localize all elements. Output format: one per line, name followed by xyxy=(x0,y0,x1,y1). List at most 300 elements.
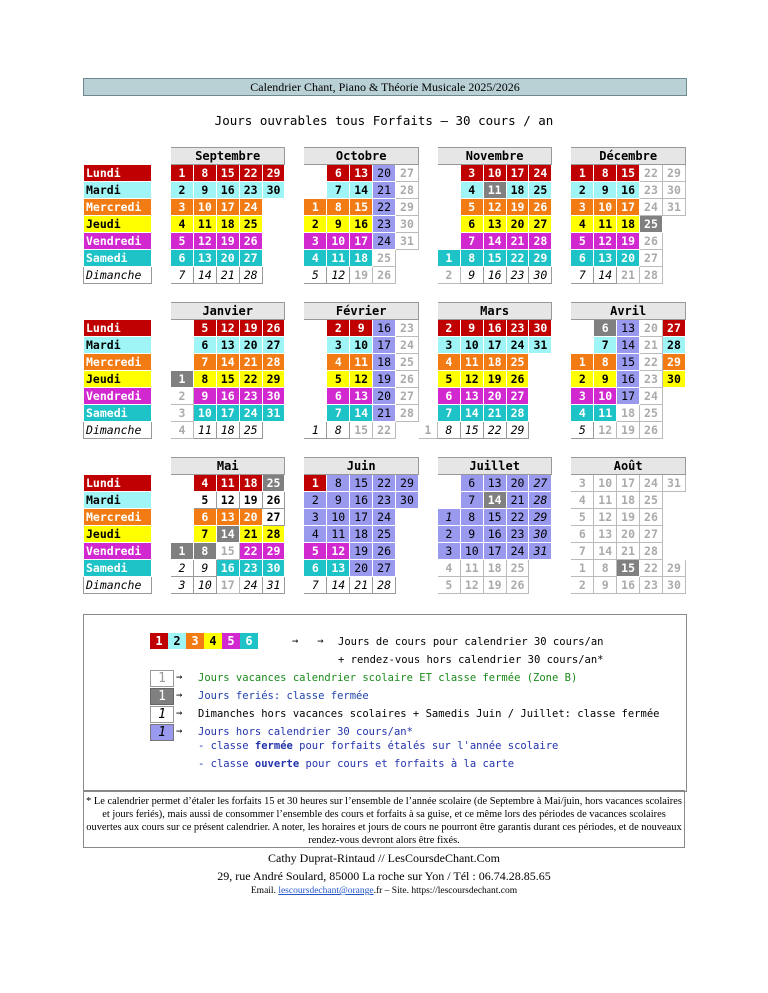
date-cell: 16 xyxy=(350,492,373,509)
legend-item-text: Jours vacances calendrier scolaire ET classe fermée (Zone B) xyxy=(198,672,578,684)
month-spacer xyxy=(152,337,171,354)
date-cell: 22 xyxy=(239,543,262,560)
month-spacer xyxy=(285,233,304,250)
date-cell: 20 xyxy=(239,337,262,354)
month-spacer xyxy=(285,509,304,526)
date-cell: 16 xyxy=(350,216,373,233)
month-spacer xyxy=(285,543,304,560)
month-spacer xyxy=(285,405,304,422)
day-label: Mardi xyxy=(84,337,152,354)
date-cell: 28 xyxy=(506,405,529,422)
date-cell: 17 xyxy=(216,199,239,216)
legend-sub-open: - classe ouverte pour cours et forfaits à la carte xyxy=(198,758,515,770)
date-cell: 12 xyxy=(327,543,350,560)
date-cell: 25 xyxy=(373,250,396,267)
month-spacer xyxy=(418,267,437,284)
date-cell: 7 xyxy=(437,405,460,422)
date-cell: 14 xyxy=(350,182,373,199)
month-spacer xyxy=(418,577,437,594)
month-spacer xyxy=(552,250,571,267)
date-cell: 18 xyxy=(216,216,239,233)
month-spacer xyxy=(285,492,304,509)
date-cell: 29 xyxy=(262,165,285,182)
date-cell: 24 xyxy=(373,233,396,250)
day-label: Dimanche xyxy=(84,422,152,439)
month-spacer xyxy=(285,475,304,492)
date-cell: 7 xyxy=(171,267,194,284)
month-spacer xyxy=(552,354,571,371)
date-cell: 12 xyxy=(594,422,617,439)
date-cell: 21 xyxy=(350,577,373,594)
header-corner xyxy=(84,303,152,320)
date-cell: 25 xyxy=(373,526,396,543)
date-cell: 13 xyxy=(350,388,373,405)
date-cell: 11 xyxy=(594,405,617,422)
date-cell: 18 xyxy=(506,182,529,199)
date-cell: 21 xyxy=(506,492,529,509)
date-cell: 17 xyxy=(506,165,529,182)
month-spacer xyxy=(285,526,304,543)
date-cell xyxy=(529,371,552,388)
date-cell xyxy=(662,492,685,509)
date-cell: 5 xyxy=(171,233,194,250)
date-cell: 8 xyxy=(460,250,483,267)
date-cell: 28 xyxy=(262,354,285,371)
date-cell: 17 xyxy=(617,199,640,216)
month-spacer xyxy=(285,577,304,594)
footer-address: 29, rue André Soulard, 85000 La roche sur Yon / Tél : 06.74.28.85.65 xyxy=(217,869,551,883)
month-spacer xyxy=(152,371,171,388)
calendar-subtitle: Jours ouvrables tous Forfaits – 30 cours / an xyxy=(214,113,554,128)
month-spacer xyxy=(552,405,571,422)
legend-item-arrow: → xyxy=(176,689,183,701)
date-cell: 22 xyxy=(640,560,663,577)
date-cell: 25 xyxy=(506,354,529,371)
month-spacer xyxy=(552,422,571,439)
date-cell: 26 xyxy=(373,543,396,560)
month-spacer xyxy=(552,560,571,577)
date-cell xyxy=(396,267,419,284)
legend-swatch: 2 xyxy=(168,633,186,649)
date-cell: 17 xyxy=(617,475,640,492)
date-cell: 13 xyxy=(193,250,216,267)
date-cell: 31 xyxy=(262,405,285,422)
date-cell: 13 xyxy=(327,560,350,577)
date-cell: 4 xyxy=(193,475,216,492)
date-cell: 21 xyxy=(483,405,506,422)
date-cell: 19 xyxy=(483,577,506,594)
date-cell: 24 xyxy=(373,509,396,526)
date-cell: 5 xyxy=(304,267,327,284)
date-cell: 12 xyxy=(327,267,350,284)
date-cell xyxy=(171,509,194,526)
date-cell: 24 xyxy=(529,165,552,182)
date-cell: 20 xyxy=(483,388,506,405)
month-spacer xyxy=(152,492,171,509)
date-cell: 2 xyxy=(571,371,594,388)
date-cell: 22 xyxy=(239,371,262,388)
date-cell: 10 xyxy=(594,388,617,405)
month-spacer xyxy=(285,371,304,388)
date-cell: 20 xyxy=(350,560,373,577)
date-cell xyxy=(262,233,285,250)
date-cell xyxy=(571,337,594,354)
month-header: Août xyxy=(571,458,686,475)
month-spacer xyxy=(418,492,437,509)
date-cell: 22 xyxy=(373,199,396,216)
date-cell: 23 xyxy=(239,182,262,199)
date-cell xyxy=(437,233,460,250)
day-label: Vendredi xyxy=(84,543,152,560)
date-cell: 29 xyxy=(396,199,419,216)
month-spacer xyxy=(152,526,171,543)
date-cell xyxy=(171,492,194,509)
month-spacer xyxy=(152,233,171,250)
day-label: Dimanche xyxy=(84,267,152,284)
date-cell: 7 xyxy=(327,405,350,422)
date-cell: 2 xyxy=(437,526,460,543)
date-cell: 13 xyxy=(483,475,506,492)
date-cell: 7 xyxy=(193,354,216,371)
date-cell: 10 xyxy=(594,199,617,216)
date-cell xyxy=(418,320,437,337)
date-cell: 30 xyxy=(662,371,685,388)
date-cell: 26 xyxy=(396,371,419,388)
date-cell: 9 xyxy=(350,320,373,337)
month-spacer xyxy=(552,388,571,405)
month-spacer xyxy=(285,267,304,284)
date-cell: 19 xyxy=(617,233,640,250)
date-cell: 19 xyxy=(373,371,396,388)
date-cell: 17 xyxy=(350,233,373,250)
day-label: Mercredi xyxy=(84,509,152,526)
month-spacer xyxy=(285,354,304,371)
date-cell: 22 xyxy=(373,422,396,439)
legend-item-swatch: 1 xyxy=(150,688,174,705)
month-spacer xyxy=(418,303,437,320)
date-cell: 31 xyxy=(396,233,419,250)
date-cell: 15 xyxy=(617,354,640,371)
date-cell: 14 xyxy=(483,233,506,250)
date-cell: 15 xyxy=(350,199,373,216)
date-cell: 20 xyxy=(373,165,396,182)
date-cell: 2 xyxy=(437,267,460,284)
month-spacer xyxy=(152,267,171,284)
date-cell xyxy=(304,165,327,182)
date-cell: 6 xyxy=(437,388,460,405)
date-cell: 17 xyxy=(216,405,239,422)
date-cell: 14 xyxy=(483,492,506,509)
date-cell: 3 xyxy=(171,405,194,422)
date-cell: 5 xyxy=(437,577,460,594)
date-cell: 14 xyxy=(216,526,239,543)
date-cell: 19 xyxy=(216,233,239,250)
date-cell: 13 xyxy=(460,388,483,405)
date-cell: 4 xyxy=(171,216,194,233)
date-cell: 5 xyxy=(460,199,483,216)
month-spacer xyxy=(552,233,571,250)
date-cell: 26 xyxy=(239,233,262,250)
date-cell xyxy=(662,509,685,526)
date-cell: 30 xyxy=(262,560,285,577)
date-cell: 14 xyxy=(594,267,617,284)
date-cell: 31 xyxy=(662,475,685,492)
date-cell: 28 xyxy=(529,492,552,509)
date-cell: 11 xyxy=(193,216,216,233)
date-cell: 18 xyxy=(239,475,262,492)
month-spacer xyxy=(418,509,437,526)
date-cell: 3 xyxy=(171,577,194,594)
date-cell: 6 xyxy=(571,250,594,267)
month-spacer xyxy=(152,148,171,165)
date-cell: 14 xyxy=(460,405,483,422)
date-cell: 11 xyxy=(594,216,617,233)
date-cell: 20 xyxy=(640,320,663,337)
date-cell: 20 xyxy=(506,216,529,233)
date-cell xyxy=(171,354,194,371)
date-cell: 24 xyxy=(640,388,663,405)
date-cell xyxy=(662,267,685,284)
date-cell: 21 xyxy=(216,267,239,284)
date-cell: 3 xyxy=(304,509,327,526)
date-cell: 21 xyxy=(506,233,529,250)
legend-sub-closed: - classe fermée pour forfaits étalés sur l'année scolaire xyxy=(198,740,559,752)
date-cell: 24 xyxy=(239,577,262,594)
legend-item-text: Jours hors calendrier 30 cours/an* xyxy=(198,726,413,738)
date-cell: 8 xyxy=(594,560,617,577)
date-cell: 11 xyxy=(483,182,506,199)
date-cell: 20 xyxy=(617,526,640,543)
date-cell xyxy=(304,354,327,371)
month-spacer xyxy=(418,148,437,165)
date-cell: 27 xyxy=(529,475,552,492)
date-cell: 23 xyxy=(373,492,396,509)
date-cell: 14 xyxy=(327,577,350,594)
date-cell: 10 xyxy=(327,233,350,250)
date-cell: 31 xyxy=(529,337,552,354)
month-spacer xyxy=(152,509,171,526)
day-label: Mercredi xyxy=(84,199,152,216)
month-spacer xyxy=(152,458,171,475)
date-cell: 28 xyxy=(396,182,419,199)
date-cell: 19 xyxy=(239,492,262,509)
date-cell: 1 xyxy=(437,509,460,526)
month-spacer xyxy=(552,458,571,475)
date-cell: 25 xyxy=(262,475,285,492)
date-cell: 26 xyxy=(529,199,552,216)
date-cell: 16 xyxy=(216,388,239,405)
date-cell: 13 xyxy=(216,509,239,526)
date-cell xyxy=(529,577,552,594)
date-cell: 23 xyxy=(506,526,529,543)
date-cell xyxy=(437,199,460,216)
date-cell: 26 xyxy=(262,492,285,509)
date-cell: 2 xyxy=(171,560,194,577)
date-cell xyxy=(529,422,552,439)
date-cell: 8 xyxy=(327,475,350,492)
date-cell: 19 xyxy=(350,543,373,560)
date-cell: 10 xyxy=(327,509,350,526)
header-corner xyxy=(84,458,152,475)
date-cell: 1 xyxy=(571,165,594,182)
date-cell xyxy=(262,216,285,233)
date-cell: 5 xyxy=(193,492,216,509)
date-cell: 28 xyxy=(640,267,663,284)
date-cell: 4 xyxy=(304,250,327,267)
footer-contact: Email. lescoursdechant@orange.fr – Site. https://lescoursdechant.com xyxy=(250,886,518,896)
month-spacer xyxy=(552,216,571,233)
month-spacer xyxy=(152,182,171,199)
month-spacer xyxy=(152,388,171,405)
legend-line2: + rendez-vous hors calendrier 30 cours/an* xyxy=(338,654,604,666)
legend-item-text: Dimanches hors vacances scolaires + Samedis Juin / Juillet: classe fermée xyxy=(198,708,660,720)
date-cell: 12 xyxy=(193,233,216,250)
date-cell: 27 xyxy=(396,165,419,182)
date-cell: 6 xyxy=(594,320,617,337)
date-cell: 6 xyxy=(460,475,483,492)
date-cell: 6 xyxy=(193,337,216,354)
date-cell: 18 xyxy=(216,422,239,439)
date-cell xyxy=(396,422,419,439)
date-cell: 6 xyxy=(171,250,194,267)
date-cell: 1 xyxy=(171,371,194,388)
month-spacer xyxy=(552,267,571,284)
date-cell: 11 xyxy=(216,475,239,492)
date-cell: 8 xyxy=(594,165,617,182)
date-cell: 15 xyxy=(483,509,506,526)
date-cell xyxy=(418,388,437,405)
date-cell: 8 xyxy=(594,354,617,371)
day-label: Samedi xyxy=(84,250,152,267)
month-spacer xyxy=(552,303,571,320)
date-cell: 17 xyxy=(350,509,373,526)
date-cell: 13 xyxy=(216,337,239,354)
date-cell: 2 xyxy=(571,577,594,594)
date-cell: 9 xyxy=(460,526,483,543)
date-cell xyxy=(662,388,685,405)
date-cell: 6 xyxy=(571,526,594,543)
legend-swatch: 1 xyxy=(150,633,168,649)
date-cell: 8 xyxy=(327,199,350,216)
date-cell: 7 xyxy=(304,577,327,594)
footnote: * Le calendrier permet d’étaler les forfaits 15 et 30 heures sur l’ensemble de l’année scolaire (de Septembre à Mai/juin, hors vacances scolaires et jours feriés), mais aussi de consommer l’ensemble des cours et forfaits à sa guise, et ce même lors des périodes de vacances scolaires ouvertes aux cours sur ce présent calendrier. A noter, les horaires et jours de cours ne pourront être garantis durant ces périodes, et de nouveaux rendez-vous devront alors être fixés. xyxy=(83,790,685,848)
date-cell: 1 xyxy=(304,475,327,492)
date-cell: 4 xyxy=(571,492,594,509)
date-cell: 1 xyxy=(171,165,194,182)
date-cell: 3 xyxy=(171,199,194,216)
date-cell: 5 xyxy=(571,233,594,250)
date-cell: 21 xyxy=(373,405,396,422)
date-cell xyxy=(662,405,685,422)
date-cell: 4 xyxy=(571,405,594,422)
date-cell: 29 xyxy=(396,475,419,492)
date-cell: 18 xyxy=(617,492,640,509)
month-spacer xyxy=(418,543,437,560)
date-cell xyxy=(437,475,460,492)
date-cell: 31 xyxy=(529,543,552,560)
month-spacer xyxy=(552,475,571,492)
date-cell: 6 xyxy=(327,165,350,182)
date-cell: 8 xyxy=(327,422,350,439)
date-cell: 27 xyxy=(262,509,285,526)
month-spacer xyxy=(152,165,171,182)
calendar-block-sep-dec xyxy=(83,147,686,284)
date-cell: 30 xyxy=(396,492,419,509)
date-cell xyxy=(418,337,437,354)
date-cell: 5 xyxy=(571,509,594,526)
date-cell: 23 xyxy=(396,320,419,337)
date-cell: 30 xyxy=(662,182,685,199)
month-spacer xyxy=(152,354,171,371)
date-cell: 20 xyxy=(216,250,239,267)
month-spacer xyxy=(418,250,437,267)
date-cell xyxy=(396,526,419,543)
date-cell: 5 xyxy=(571,422,594,439)
date-cell xyxy=(396,577,419,594)
date-cell: 12 xyxy=(460,371,483,388)
date-cell xyxy=(304,388,327,405)
date-cell: 25 xyxy=(396,354,419,371)
date-cell xyxy=(662,526,685,543)
date-cell: 1 xyxy=(571,354,594,371)
date-cell: 18 xyxy=(350,250,373,267)
date-cell: 24 xyxy=(640,199,663,216)
date-cell: 23 xyxy=(506,320,529,337)
date-cell: 28 xyxy=(262,526,285,543)
date-cell: 17 xyxy=(216,577,239,594)
date-cell: 22 xyxy=(506,509,529,526)
date-cell xyxy=(662,233,685,250)
date-cell: 17 xyxy=(617,388,640,405)
date-cell: 8 xyxy=(460,509,483,526)
month-spacer xyxy=(552,526,571,543)
date-cell: 28 xyxy=(529,233,552,250)
date-cell: 12 xyxy=(216,492,239,509)
date-cell xyxy=(304,405,327,422)
date-cell: 21 xyxy=(617,543,640,560)
date-cell: 27 xyxy=(396,388,419,405)
date-cell: 12 xyxy=(216,320,239,337)
date-cell: 16 xyxy=(216,182,239,199)
date-cell xyxy=(304,182,327,199)
date-cell: 24 xyxy=(239,199,262,216)
date-cell xyxy=(529,560,552,577)
date-cell: 14 xyxy=(216,354,239,371)
calendar-title: Calendrier Chant, Piano & Théorie Musicale 2025/2026 xyxy=(83,78,687,96)
date-cell: 9 xyxy=(594,182,617,199)
date-cell: 16 xyxy=(617,577,640,594)
date-cell: 3 xyxy=(437,543,460,560)
header-corner xyxy=(84,148,152,165)
date-cell: 18 xyxy=(483,560,506,577)
date-cell: 14 xyxy=(617,337,640,354)
date-cell xyxy=(437,182,460,199)
date-cell: 13 xyxy=(350,165,373,182)
date-cell: 31 xyxy=(262,577,285,594)
date-cell: 22 xyxy=(373,475,396,492)
date-cell: 6 xyxy=(193,509,216,526)
month-spacer xyxy=(285,337,304,354)
date-cell: 10 xyxy=(193,199,216,216)
month-spacer xyxy=(552,509,571,526)
date-cell: 19 xyxy=(239,320,262,337)
legend-item-swatch: 1 xyxy=(150,706,174,723)
date-cell xyxy=(396,509,419,526)
date-cell: 25 xyxy=(640,216,663,233)
email-link[interactable]: lescoursdechant@orange xyxy=(278,886,374,896)
legend-swatch: 3 xyxy=(186,633,204,649)
legend-swatch: 4 xyxy=(204,633,222,649)
